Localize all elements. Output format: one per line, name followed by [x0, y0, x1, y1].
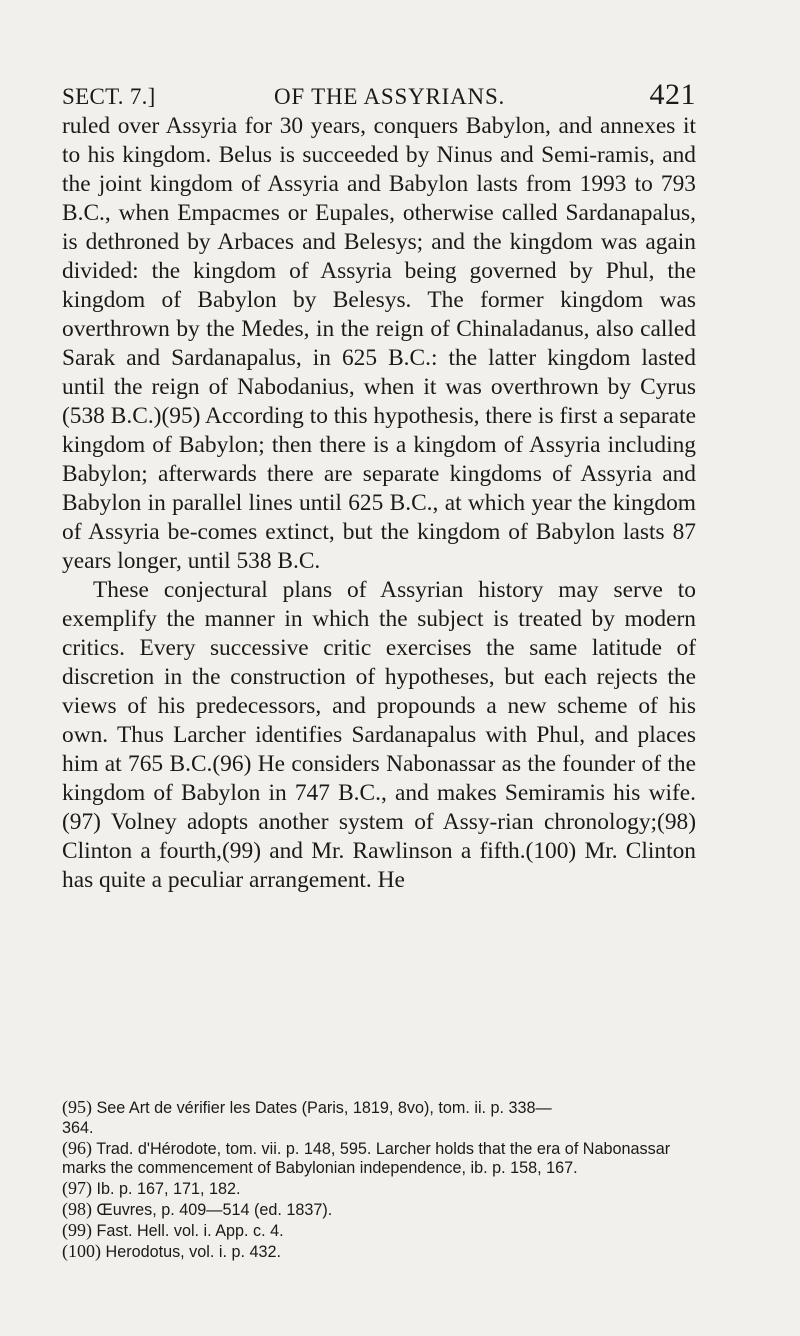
footnote-number: (95) [62, 1097, 92, 1117]
section-label: SECT. 7.] [62, 84, 156, 109]
footnote-continuation: 364. [62, 1118, 94, 1137]
footnote-99 [62, 1221, 696, 1242]
footnote-97 [62, 1179, 696, 1200]
footnote-text: Ib. p. 167, 171, 182. [96, 1180, 241, 1199]
footnote-text: See Art de vérifier les Dates (Paris, 1819, 8vo), tom. ii. p. 338— [96, 1099, 552, 1117]
footnote-text: Fast. Hell. vol. i. App. c. 4. [96, 1221, 284, 1240]
footnotes [62, 1098, 696, 1262]
footnote-number: (98) [62, 1198, 92, 1219]
paragraph-1: ruled over Assyria for 30 years, conquers Babylon, and annexes it to his kingdom. Belus is succeeded by Ninus and Semi-ramis, and the joint kingdom of Assyria and Babylon lasts from 1993 to 793 B.C., when Empacmes or Eupales, otherwise called Sardanapalus, is dethroned by Arbaces and Belesys; and the kingdom was again divided: the kingdom of Assyria being governed by Phul, the kingdom of Babylon by Belesys. The former kingdom was overthrown by the Medes, in the reign of Chinaladanus, also called Sarak and Sardanapalus, in 625 B.C.: the latter kingdom lasted until the reign of Nabodanius, when it was overthrown by Cyrus (538 B.C.)(95) According to this hypothesis, there is first a separate kingdom of Babylon; then there is a kingdom of Assyria including Babylon; afterwards there are separate kingdoms of Assyria and Babylon in parallel lines until 625 B.C., at which year the kingdom of Assyria be-comes extinct, but the kingdom of Babylon lasts 87 years longer, until 538 B.C. [62, 113, 696, 574]
footnote-text: Trad. d'Hérodote, tom. vii. p. 148, 595. Larcher holds that the era of Nabonassar marks the commencement of Babylonian independence, ib. p. 158, 167. [62, 1139, 671, 1178]
footnote-text: Herodotus, vol. i. p. 432. [105, 1242, 281, 1261]
body-text [62, 112, 696, 895]
paragraph-2: These conjectural plans of Assyrian history may serve to exemplify the manner in which the subject is treated by modern critics. Every successive critic exercises the same latitude of discretion in the construction of hypotheses, but each rejects the views of his predecessors, and propounds a new scheme of his own. Thus Larcher identifies Sardanapalus with Phul, and places him at 765 B.C.(96) He considers Nabonassar as the founder of the kingdom of Babylon in 747 B.C., and makes Semiramis his wife.(97) Volney adopts another system of Assy-rian chronology;(98) Clinton a fourth,(99) and Mr. Rawlinson a fifth.(100) Mr. Clinton has quite a peculiar arrangement. He [62, 577, 696, 893]
footnote-96 [62, 1139, 696, 1180]
footnote-number: (100) [62, 1240, 101, 1261]
footnote-95 [62, 1098, 696, 1139]
footnote-98 [62, 1200, 696, 1221]
footnote-number: (99) [62, 1219, 92, 1240]
page-header-title: OF THE ASSYRIANS. [274, 84, 506, 109]
footnote-number: (97) [62, 1178, 92, 1199]
footnote-100 [62, 1242, 696, 1263]
footnote-text: Œuvres, p. 409—514 (ed. 1837). [96, 1200, 333, 1219]
page-number: 421 [649, 78, 696, 111]
footnote-number: (96) [62, 1137, 92, 1158]
